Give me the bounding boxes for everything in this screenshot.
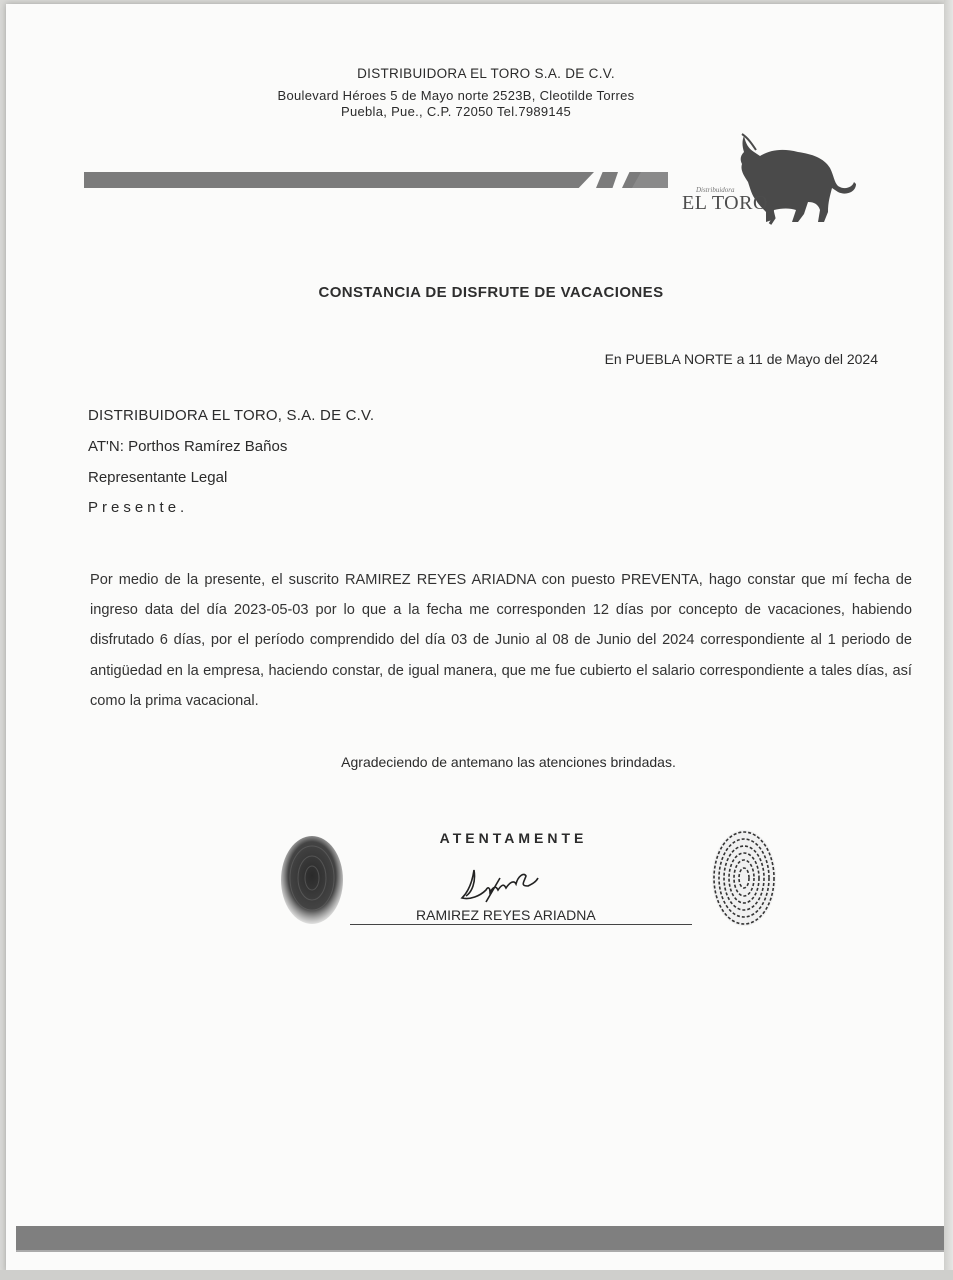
addressee-attn: AT'N: Porthos Ramírez Baños [88,438,288,455]
company-name: DISTRIBUIDORA EL TORO S.A. DE C.V. [357,66,615,81]
footer-band [16,1226,944,1252]
left-fingerprint [276,832,348,928]
logo-small-text: Distribuidora [696,186,735,194]
logo-brand: EL TORO [682,192,768,214]
body-paragraph: Por medio de la presente, el suscrito RAMIREZ REYES ARIADNA con puesto PREVENTA, hago constar que mí fecha de ingreso data del día 2023-05-03 por lo que a la fecha me corresponden 12 días por concepto de vacaciones, habiendo disfrutado 6 días, por el período comprendido del día 03 de Junio al 08 de Junio del 2024 correspondiente al 1 periodo de antigüedad en la empresa, haciendo constar, de igual manera, que me fue cubierto el salario correspondiente a tales días, así como la prima vacacional. [90,572,912,709]
closing-atentamente: ATENTAMENTE [439,830,588,846]
place-date: En PUEBLA NORTE a 11 de Mayo del 2024 [604,351,878,367]
signer-name: RAMIREZ REYES ARIADNA [416,907,596,923]
signature [458,856,548,906]
bull-icon [678,130,868,230]
right-fingerprint [708,826,780,930]
signature-line [350,924,692,925]
addressee-company: DISTRIBUIDORA EL TORO, S.A. DE C.V. [88,407,375,424]
document-title: CONSTANCIA DE DISFRUTE DE VACACIONES [318,284,664,301]
thanks-line: Agradeciendo de antemano las atenciones brindadas. [341,754,676,770]
company-address-line1: Boulevard Héroes 5 de Mayo norte 2523B, Cleotilde Torres [277,88,635,103]
document-page [6,4,944,1272]
company-logo [678,130,868,230]
company-address-line2: Puebla, Pue., C.P. 72050 Tel.7989145 [340,104,572,119]
footer-band-line [16,1250,944,1252]
page-edge-bottom [0,1270,953,1280]
page-edge-right [944,0,953,1280]
addressee-presente: Presente. [88,499,189,516]
addressee-role: Representante Legal [88,469,228,486]
